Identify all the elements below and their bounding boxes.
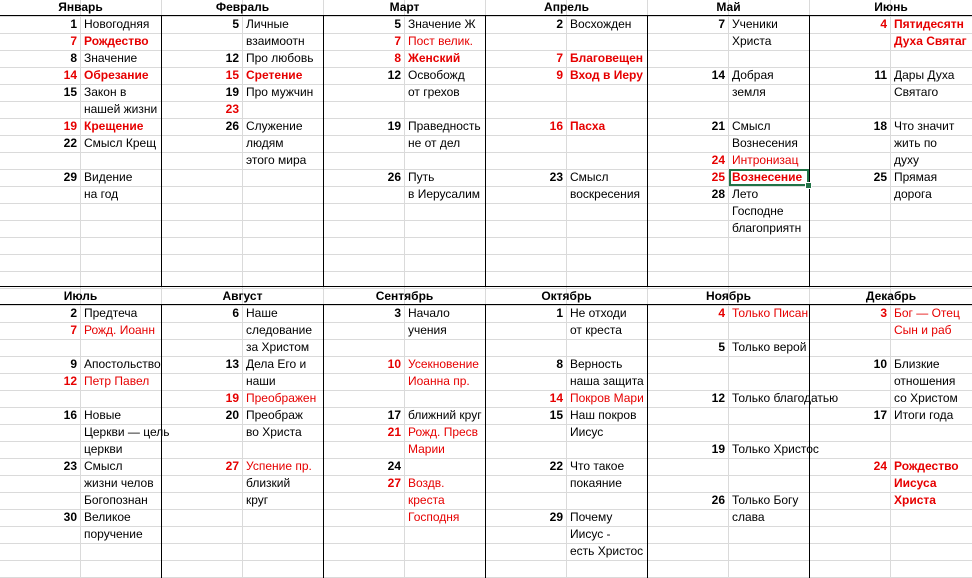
event-title[interactable]: не от дел (408, 136, 461, 150)
day-number[interactable]: 10 (387, 357, 401, 371)
grid-row-line (0, 152, 972, 153)
day-number[interactable]: 20 (225, 408, 239, 422)
grid-row-line (0, 271, 972, 272)
day-number[interactable]: 7 (718, 17, 725, 31)
month-header[interactable]: Ноябрь (706, 289, 751, 303)
event-title[interactable]: Про мужчин (246, 85, 314, 99)
event-title[interactable]: Ученики (732, 17, 778, 31)
event-title[interactable]: земля (732, 85, 766, 99)
event-title[interactable]: Апостольство (84, 357, 161, 371)
event-title[interactable]: церкви (84, 442, 123, 456)
day-number[interactable]: 17 (387, 408, 401, 422)
event-title[interactable]: Интронизац (732, 153, 799, 167)
day-number[interactable]: 21 (387, 425, 401, 439)
day-number[interactable]: 2 (556, 17, 563, 31)
event-title[interactable]: Пост велик. (408, 34, 473, 48)
event-title[interactable]: Церкви — цель (84, 425, 170, 439)
day-number[interactable]: 19 (63, 119, 77, 133)
event-title[interactable]: Про любовь (246, 51, 314, 65)
day-number[interactable]: 14 (549, 391, 563, 405)
grid-row-line (0, 339, 972, 340)
event-title[interactable]: Личные (246, 17, 289, 31)
day-number[interactable]: 10 (873, 357, 887, 371)
day-number[interactable]: 30 (63, 510, 77, 524)
day-number[interactable]: 1 (70, 17, 77, 31)
event-title[interactable]: Что такое (570, 459, 625, 473)
event-title[interactable]: близкий (246, 476, 291, 490)
event-title[interactable]: Почему (570, 510, 613, 524)
selected-cell[interactable]: Вознесение (729, 169, 809, 186)
event-title[interactable]: Наш покров (570, 408, 637, 422)
day-number[interactable]: 27 (225, 459, 239, 473)
event-title[interactable]: Вознесения (732, 136, 798, 150)
event-title[interactable]: дорога (894, 187, 932, 201)
day-number[interactable]: 25 (711, 170, 725, 184)
day-number[interactable]: 3 (880, 306, 887, 320)
day-number[interactable]: 15 (63, 85, 77, 99)
event-title[interactable]: Только Богу (732, 493, 799, 507)
event-title[interactable]: Петр Павел (84, 374, 150, 388)
event-title[interactable]: Только Христос (732, 442, 819, 456)
event-title[interactable]: есть Христос (570, 544, 644, 558)
event-title[interactable]: Иисус - (570, 527, 611, 541)
day-number[interactable]: 25 (873, 170, 887, 184)
event-title[interactable]: Итоги года (894, 408, 954, 422)
day-number[interactable]: 12 (387, 68, 401, 82)
month-separator-vertical (647, 16, 648, 286)
month-separator-vertical (323, 305, 324, 578)
event-title[interactable]: покаяние (570, 476, 622, 490)
event-title[interactable]: Вход в Иеру (570, 68, 643, 82)
day-number[interactable]: 23 (225, 102, 239, 116)
month-header[interactable]: Июнь (874, 0, 908, 14)
event-title[interactable]: Рожд. Иоанн (84, 323, 155, 337)
event-title[interactable]: со Христом (894, 391, 958, 405)
event-title[interactable]: Воздв. (408, 476, 445, 490)
event-title[interactable]: Служение (246, 119, 303, 133)
day-number[interactable]: 18 (873, 119, 887, 133)
grid-row-line (0, 220, 972, 221)
event-title[interactable]: следование (246, 323, 313, 337)
event-title[interactable]: Новые (84, 408, 122, 422)
month-separator-vertical (485, 305, 486, 578)
day-number[interactable]: 7 (556, 51, 563, 65)
event-title[interactable]: Наше (246, 306, 278, 320)
day-number[interactable]: 26 (711, 493, 725, 507)
day-number[interactable]: 12 (63, 374, 77, 388)
day-number[interactable]: 12 (711, 391, 725, 405)
event-title[interactable]: Господня (408, 510, 460, 524)
half-year-separator (0, 286, 972, 287)
event-title[interactable]: Добрая (732, 68, 774, 82)
event-title[interactable]: Праведность (408, 119, 481, 133)
day-number[interactable]: 22 (549, 459, 563, 473)
day-number[interactable]: 19 (225, 391, 239, 405)
day-number[interactable]: 7 (70, 323, 77, 337)
day-number[interactable]: 23 (63, 459, 77, 473)
day-number[interactable]: 23 (549, 170, 563, 184)
event-title[interactable]: на год (84, 187, 119, 201)
event-title[interactable]: Закон в (84, 85, 127, 99)
event-title[interactable]: Христа (732, 34, 772, 48)
day-number[interactable]: 29 (63, 170, 77, 184)
month-header[interactable]: Октябрь (541, 289, 592, 303)
day-number[interactable]: 24 (711, 153, 725, 167)
day-number[interactable]: 28 (711, 187, 725, 201)
event-title[interactable]: отношения (894, 374, 956, 388)
event-title[interactable]: Иисуса (894, 476, 937, 490)
day-number[interactable]: 24 (387, 459, 401, 473)
event-title[interactable]: воскресения (570, 187, 641, 201)
event-title[interactable]: Восхожден (570, 17, 632, 31)
month-separator-vertical (809, 16, 810, 286)
day-number[interactable]: 8 (556, 357, 563, 371)
event-title[interactable]: Христа (894, 493, 936, 507)
day-number[interactable]: 11 (874, 68, 887, 82)
event-title[interactable]: нашей жизни (84, 102, 158, 116)
event-title[interactable]: Дары Духа (894, 68, 955, 82)
month-header[interactable]: Май (716, 0, 741, 14)
day-number[interactable]: 6 (232, 306, 239, 320)
day-number[interactable]: 16 (63, 408, 77, 422)
day-number[interactable]: 4 (718, 306, 725, 320)
day-number[interactable]: 21 (711, 119, 725, 133)
event-title[interactable]: Прямая (894, 170, 938, 184)
day-number[interactable]: 15 (549, 408, 563, 422)
event-title[interactable]: Великое (84, 510, 131, 524)
event-title[interactable]: Крещение (84, 119, 144, 133)
event-title[interactable]: Духа Святаг (894, 34, 967, 48)
event-title[interactable]: Преображ (246, 408, 303, 422)
event-title[interactable]: Только благодатью (732, 391, 839, 405)
event-title[interactable]: Сын и раб (894, 323, 952, 337)
day-number[interactable]: 9 (556, 68, 563, 82)
event-title[interactable]: Благовещен (570, 51, 644, 65)
day-number[interactable]: 15 (225, 68, 239, 82)
event-title[interactable]: взаимоотн (246, 34, 305, 48)
event-title[interactable]: Бог — Отец (894, 306, 960, 320)
event-title[interactable]: Покров Мари (570, 391, 644, 405)
day-number[interactable]: 19 (387, 119, 401, 133)
event-title[interactable]: от креста (570, 323, 622, 337)
grid-row-line (0, 203, 972, 204)
day-number[interactable]: 13 (225, 357, 239, 371)
day-number[interactable]: 8 (394, 51, 401, 65)
event-title[interactable]: наша защита (570, 374, 644, 388)
event-title[interactable]: Предтеча (84, 306, 138, 320)
month-header[interactable]: Декабрь (865, 289, 917, 303)
event-title[interactable]: этого мира (246, 153, 307, 167)
day-number[interactable]: 19 (225, 85, 239, 99)
event-title[interactable]: Рожд. Пресв (408, 425, 479, 439)
day-number[interactable] (162, 475, 239, 492)
day-number[interactable]: 26 (225, 119, 239, 133)
event-title[interactable]: людям (246, 136, 284, 150)
day-number[interactable]: 17 (873, 408, 887, 422)
day-number[interactable]: 9 (70, 357, 77, 371)
month-header[interactable]: Июль (63, 289, 98, 303)
event-title[interactable]: благоприятн (732, 221, 802, 235)
day-number[interactable]: 4 (880, 17, 887, 31)
event-title[interactable]: Новогодняя (84, 17, 150, 31)
event-title[interactable]: Смысл (570, 170, 609, 184)
day-number[interactable]: 5 (232, 17, 239, 31)
event-title[interactable]: слава (732, 510, 765, 524)
month-header[interactable]: Август (222, 289, 263, 303)
event-title[interactable]: Близкие (894, 357, 940, 371)
event-title[interactable]: Святаго (894, 85, 939, 99)
event-title[interactable]: Не отходи (570, 306, 627, 320)
event-title[interactable]: Освобожд (408, 68, 465, 82)
event-title[interactable]: Усекновение (408, 357, 479, 371)
event-title[interactable]: Пасха (570, 119, 606, 133)
day-number[interactable]: 26 (387, 170, 401, 184)
event-title[interactable]: Значение Ж (408, 17, 476, 31)
event-title[interactable]: жизни челов (84, 476, 154, 490)
day-number[interactable]: 19 (711, 442, 725, 456)
event-title[interactable]: Лето (732, 187, 759, 201)
month-header[interactable]: Апрель (544, 0, 589, 14)
event-title[interactable]: Иоанна пр. (408, 374, 470, 388)
event-title[interactable]: жить по (894, 136, 937, 150)
month-header[interactable]: Сентябрь (375, 289, 434, 303)
day-number[interactable]: 7 (394, 34, 401, 48)
event-title[interactable]: Богопознан (84, 493, 148, 507)
event-title[interactable]: Рождество (894, 459, 959, 473)
day-number[interactable]: 12 (225, 51, 239, 65)
day-number[interactable]: 7 (70, 34, 77, 48)
day-number[interactable]: 5 (394, 17, 401, 31)
event-title[interactable]: Иисус (570, 425, 604, 439)
day-number[interactable]: 16 (549, 119, 563, 133)
event-title[interactable]: креста (408, 493, 445, 507)
day-number[interactable]: 1 (556, 306, 563, 320)
event-title[interactable]: в Иерусалим (408, 187, 481, 201)
event-title[interactable]: Марии (408, 442, 445, 456)
event-title[interactable]: ближний круг (408, 408, 482, 422)
day-number[interactable]: 29 (549, 510, 563, 524)
event-title[interactable]: Господне (732, 204, 784, 218)
event-title[interactable]: Только верой (732, 340, 807, 354)
day-number[interactable]: 3 (394, 306, 401, 320)
day-number[interactable]: 5 (718, 340, 725, 354)
event-title[interactable]: Успение пр. (246, 459, 312, 473)
day-number[interactable]: 8 (70, 51, 77, 65)
event-title[interactable]: Только Писан (732, 306, 809, 320)
event-title[interactable]: Сретение (246, 68, 303, 82)
grid-row-line (0, 237, 972, 238)
day-number[interactable]: 22 (63, 136, 77, 150)
event-title[interactable]: духу (894, 153, 920, 167)
month-header[interactable]: Январь (58, 0, 103, 14)
day-number[interactable]: 2 (70, 306, 77, 320)
event-title[interactable]: Смысл (84, 459, 123, 473)
event-title[interactable]: наши (246, 374, 276, 388)
event-title[interactable]: учения (408, 323, 447, 337)
event-title[interactable]: Верность (570, 357, 623, 371)
event-title[interactable]: Что значит (894, 119, 955, 133)
event-title[interactable]: Смысл (732, 119, 771, 133)
day-number[interactable]: 14 (711, 68, 725, 82)
event-title[interactable]: во Христа (246, 425, 302, 439)
month-header[interactable]: Февраль (215, 0, 270, 14)
grid-row-line (0, 560, 972, 561)
month-header[interactable]: Март (389, 0, 420, 14)
event-title[interactable]: Смысл Крещ (84, 136, 157, 150)
event-title[interactable]: Пятидесятн (894, 17, 964, 31)
event-title[interactable]: от грехов (408, 85, 460, 99)
event-title[interactable]: Преображен (246, 391, 317, 405)
event-title[interactable]: круг (246, 493, 269, 507)
day-number[interactable]: 14 (63, 68, 77, 82)
event-title[interactable]: Начало (408, 306, 450, 320)
day-number[interactable]: 24 (873, 459, 887, 473)
event-title[interactable]: Рождество (84, 34, 149, 48)
event-title[interactable]: Путь (408, 170, 435, 184)
month-separator-vertical (161, 305, 162, 578)
event-title[interactable]: за Христом (246, 340, 310, 354)
event-title[interactable]: Обрезание (84, 68, 149, 82)
event-title[interactable]: Видение (84, 170, 133, 184)
day-number[interactable]: 27 (387, 476, 401, 490)
event-title[interactable]: поручение (84, 527, 143, 541)
event-title[interactable]: Дела Его и (246, 357, 307, 371)
grid-row-line (0, 543, 972, 544)
event-title[interactable]: Значение (84, 51, 138, 65)
grid-row-line (0, 254, 972, 255)
event-title[interactable]: Женский (408, 51, 461, 65)
